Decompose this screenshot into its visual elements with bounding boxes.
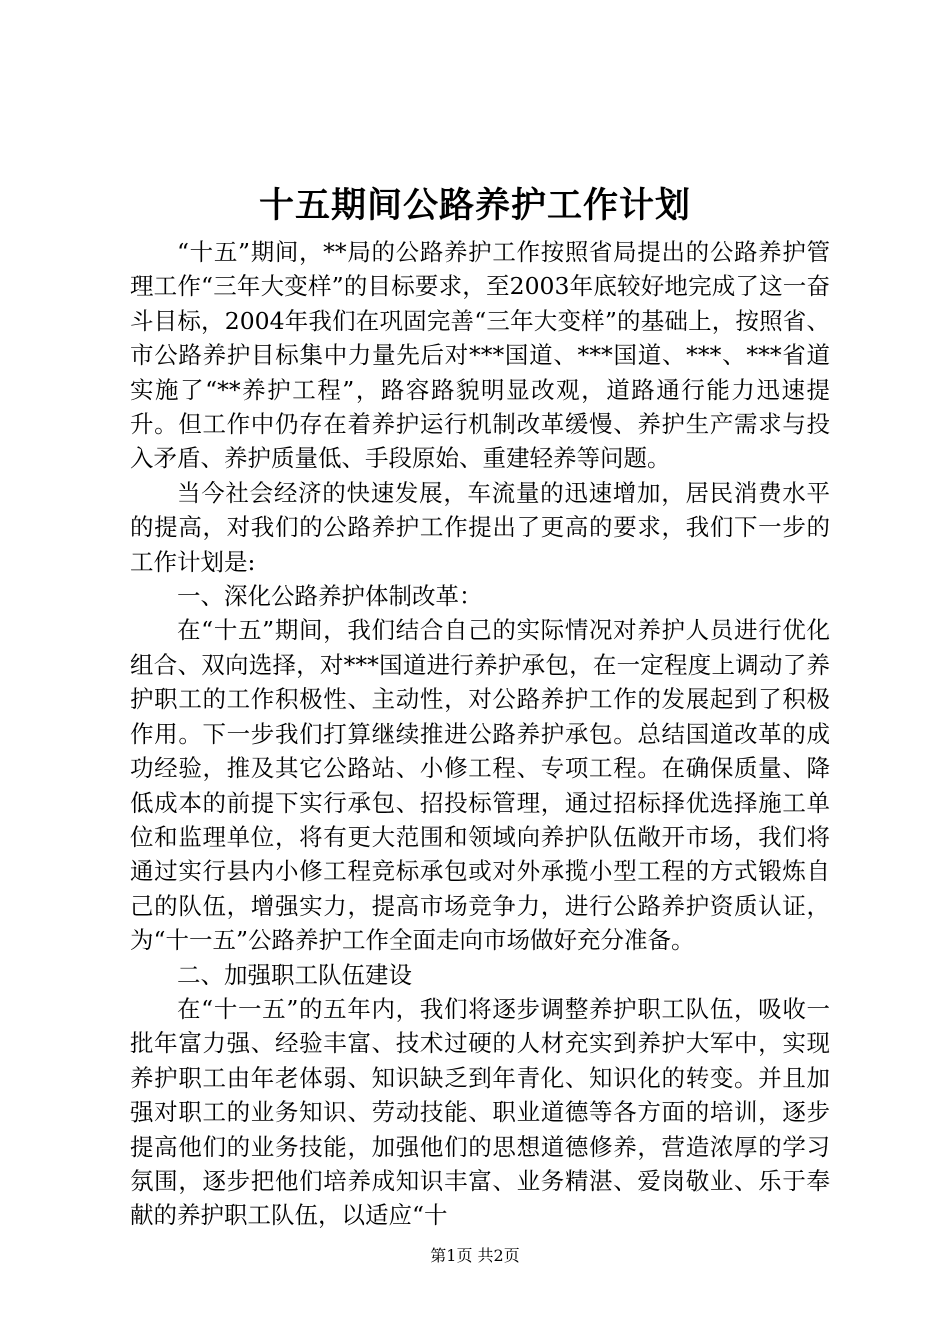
plan-lead-paragraph: 当今社会经济的快速发展，车流量的迅速增加，居民消费水平的提高，对我们的公路养护工作提出了更高的要求，我们下一步的工作计划是: [130,478,830,576]
section-1-heading: 一、深化公路养护体制改革： [177,582,483,611]
document-title: 十五期间公路养护工作计划 [258,186,691,226]
section-1-paragraph: 在“十五”期间，我们结合自己的实际情况对养护人员进行优化组合、双向选择，对***国道进行养护承包，在一定程度上调动了养护职工的工作积极性、主动性，对公路养护工作的发展起到了积极作用。下一步我们打算继续推进公路养护承包。总结国道改革的成功经验，推及其它公路站、小修工程、专项工程。在确保质量、降低成本的前提下实行承包、招投标管理，通过招标择优选择施工单位和监理单位，将有更大范围和领域向养护队伍敞开市场，我们将通过实行县内小修工程竞标承包或对外承揽小型工程的方式锻炼自己的队伍，增强实力，提高市场竞争力，进行公路养护资质认证，为“十一五”公路养护工作全面走向市场做好充分准备。 [130,616,830,955]
section-2-heading: 二、加强职工队伍建设 [177,960,412,989]
document-body [130,235,830,1233]
section-2-paragraph: 在“十一五”的五年内，我们将逐步调整养护职工队伍，吸收一批年富力强、经验丰富、技术过硬的人材充实到养护大军中，实现养护职工由年老体弱、知识缺乏到年青化、知识化的转变。并且加强对职工的业务知识、劳动技能、职业道德等各方面的培训，逐步提高他们的业务技能，加强他们的思想道德修养，营造浓厚的学习氛围，逐步把他们培养成知识丰富、业务精湛、爱岗敬业、乐于奉献的养护职工队伍，以适应“十 [130,994,830,1230]
intro-paragraph: “十五”期间，**局的公路养护工作按照省局提出的公路养护管理工作“三年大变样”的目标要求，至2003年底较好地完成了这一奋斗目标，2004年我们在巩固完善“三年大变样”的基础上，按照省、市公路养护目标集中力量先后对***国道、***国道、***、***省道实施了“**养护工程”，路容路貌明显改观，道路通行能力迅速提升。但工作中仍存在着养护运行机制改革缓慢、养护生产需求与投入矛盾、养护质量低、手段原始、重建轻养等问题。 [130,238,830,473]
page-number-footer: 第1页 共2页 [430,1246,520,1265]
